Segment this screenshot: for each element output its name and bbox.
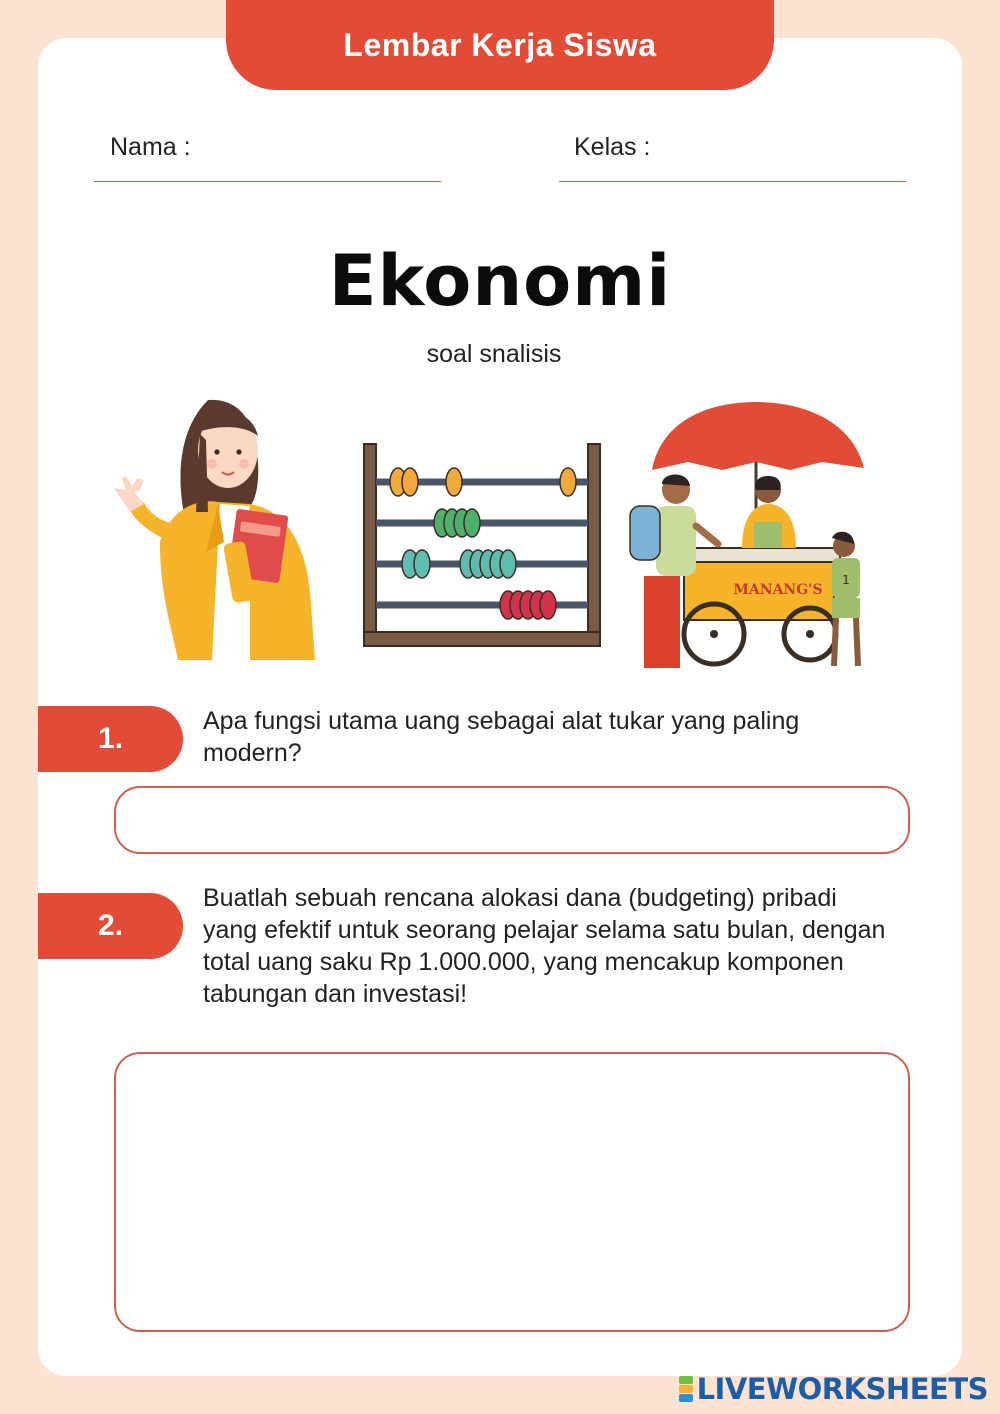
brand-name: LIVEWORKSHEETS [696, 1372, 988, 1406]
abacus-icon [360, 440, 605, 650]
liveworksheets-logo-icon [679, 1376, 693, 1402]
class-underline [559, 181, 906, 182]
name-underline [94, 181, 441, 182]
liveworksheets-brand [679, 1372, 988, 1406]
class-input[interactable] [664, 134, 904, 172]
question-1-number: 1. [97, 722, 124, 755]
street-food-cart-icon [622, 398, 884, 676]
question-2-answer-box[interactable] [114, 1052, 910, 1332]
question-1-answer-box[interactable] [114, 786, 910, 854]
page-subtitle: soal snalisis [426, 340, 562, 368]
name-label: Nama : [110, 133, 191, 161]
question-2-number-badge [38, 893, 183, 959]
page-title: Ekonomi [328, 240, 672, 322]
kid-shirt-number: 1 [842, 573, 850, 587]
cart-sign: MANANG'S [733, 582, 823, 598]
question-1-text: Apa fungsi utama uang sebagai alat tukar yang paling modern? [203, 707, 800, 767]
header-title: Lembar Kerja Siswa [343, 26, 657, 63]
name-input[interactable] [205, 134, 439, 172]
question-2-number: 2. [97, 909, 124, 942]
question-1-number-badge [38, 706, 183, 772]
question-2-text: Buatlah sebuah rencana alokasi dana (budgeting) pribadi yang efektif untuk seorang pelajar selama satu bulan, dengan total uang saku Rp 1.000.000, yang mencakup komponen tabungan dan investasi! [203, 884, 886, 1008]
class-label: Kelas : [574, 133, 651, 161]
teacher-holding-book-icon [100, 392, 325, 667]
header-banner [226, 0, 774, 90]
